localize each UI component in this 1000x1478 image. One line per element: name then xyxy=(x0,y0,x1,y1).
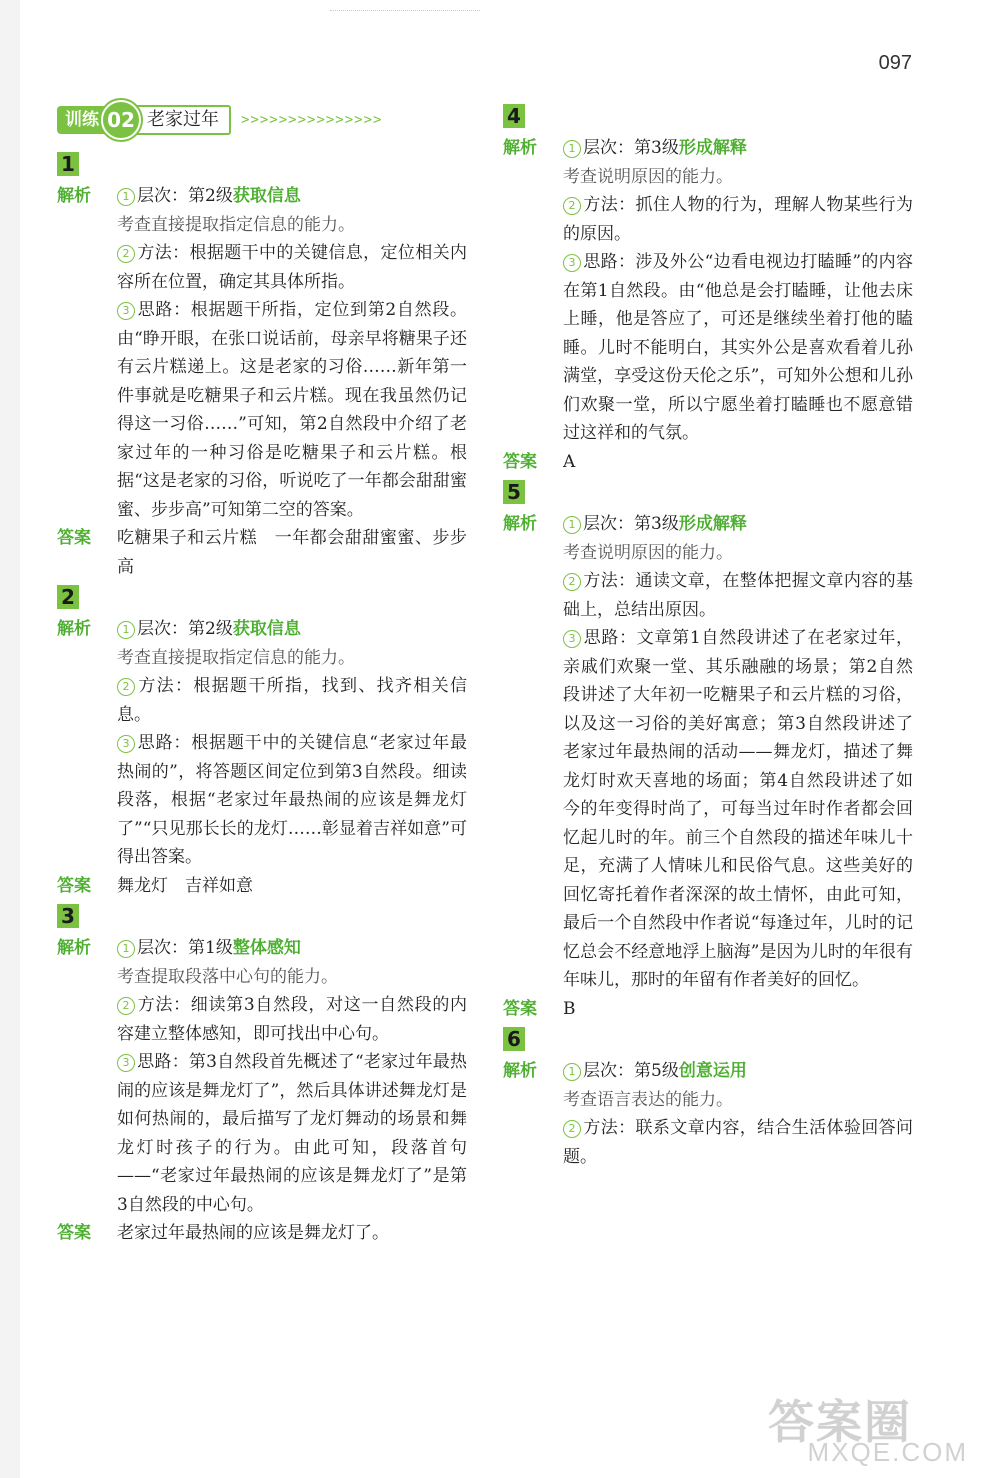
left-column xyxy=(57,100,467,1248)
thinking-line: 3 思路：第3自然段首先概述了“老家过年最热闹的应该是舞龙灯了”，然后具体讲述舞龙灯是如何热闹的，最后描写了龙灯舞动的场景和舞龙灯时孩子的行为。由此可知，段落首句——“老家过年最热闹的应该是舞龙灯了”是第3自然段的中心句。 xyxy=(117,1052,468,1215)
watermark-url: MXQE.COM xyxy=(807,1437,968,1467)
level-line: 1 层次：第1级整体感知 xyxy=(117,934,467,963)
question-number: 6 xyxy=(503,1027,525,1051)
answer-label: 答案 xyxy=(503,451,537,472)
scan-mark xyxy=(330,0,480,11)
question-number: 2 xyxy=(57,585,79,609)
circle-3-icon: 3 xyxy=(563,254,581,272)
method-line: 2 方法：抓住人物的行为，理解人物某些行为的原因。 xyxy=(563,195,914,244)
circle-2-icon: 2 xyxy=(117,678,135,696)
level-name: 形成解释 xyxy=(678,138,747,158)
question-block xyxy=(503,100,913,476)
sub-line: 考查说明原因的能力。 xyxy=(563,542,733,563)
level-name: 整体感知 xyxy=(232,938,301,958)
question-block xyxy=(503,1023,913,1171)
sub-line: 考查语言表达的能力。 xyxy=(563,1089,733,1110)
circle-1-icon: 1 xyxy=(117,940,135,958)
level-name: 获取信息 xyxy=(232,186,301,206)
right-column xyxy=(503,100,913,1171)
circle-3-icon: 3 xyxy=(563,630,581,648)
circle-1-icon: 1 xyxy=(563,516,581,534)
section-tag: 训练 xyxy=(57,106,105,134)
circle-2-icon: 2 xyxy=(563,197,581,215)
level-line: 1 层次：第2级获取信息 xyxy=(117,615,467,644)
section-number: 02 xyxy=(101,100,141,140)
method-line: 2 方法：通读文章，在整体把握文章内容的基础上，总结出原因。 xyxy=(563,571,914,620)
page-number: 097 xyxy=(878,52,912,74)
circle-1-icon: 1 xyxy=(117,188,135,206)
circle-3-icon: 3 xyxy=(117,1054,135,1072)
level-name: 创意运用 xyxy=(678,1061,747,1081)
section-title: 老家过年 xyxy=(135,105,231,135)
answer-label: 答案 xyxy=(57,875,91,896)
analysis-label: 解析 xyxy=(57,186,91,206)
question-block xyxy=(57,148,467,581)
sub-line: 考查说明原因的能力。 xyxy=(563,166,733,187)
answer-text: A xyxy=(563,451,576,472)
circle-2-icon: 2 xyxy=(117,997,135,1015)
level-line: 1 层次：第5级创意运用 xyxy=(563,1057,913,1086)
method-line: 2 方法：根据题干中的关键信息，定位相关内容所在位置，确定其具体所指。 xyxy=(117,243,468,292)
sub-line: 考查直接提取指定信息的能力。 xyxy=(117,214,355,235)
answer-text: 舞龙灯 吉祥如意 xyxy=(117,875,253,896)
analysis-label: 解析 xyxy=(503,1061,537,1081)
answer-text: 老家过年最热闹的应该是舞龙灯了。 xyxy=(117,1223,389,1243)
question-block xyxy=(57,900,467,1248)
answer-text: B xyxy=(563,998,576,1019)
method-line: 2 方法：联系文章内容，结合生活体验回答问题。 xyxy=(563,1118,914,1167)
method-line: 2 方法：细读第3自然段，对这一自然段的内容建立整体感知，即可找出中心句。 xyxy=(117,995,468,1044)
thinking-line: 3 思路：根据题干中的关键信息“老家过年最热闹的”，将答题区间定位到第3自然段。细读段落，根据“老家过年最热闹的应该是舞龙灯了”“只见那长长的龙灯……彰显着吉祥如意”可得出答案。 xyxy=(117,733,468,867)
analysis-label: 解析 xyxy=(503,514,537,534)
analysis-label: 解析 xyxy=(57,619,91,639)
level-name: 获取信息 xyxy=(232,619,301,639)
circle-2-icon: 2 xyxy=(117,245,135,263)
section-header xyxy=(57,100,467,140)
level-line: 1 层次：第3级形成解释 xyxy=(563,134,913,163)
analysis-label: 解析 xyxy=(57,938,91,958)
thinking-line: 3 思路：涉及外公“边看电视边打瞌睡”的内容在第1自然段。由“他总是会打瞌睡，让他去床上睡，他是答应了，可还是继续坐着打他的瞌睡。儿时不能明白，其实外公是喜欢看着儿孙满堂，享受这份天伦之乐”，可知外公想和儿孙们欢聚一堂，所以宁愿坐着打瞌睡也不愿意错过这祥和的气氛。 xyxy=(563,252,914,443)
question-number: 1 xyxy=(57,152,79,176)
circle-2-icon: 2 xyxy=(563,573,581,591)
circle-2-icon: 2 xyxy=(563,1120,581,1138)
answer-label: 答案 xyxy=(57,528,91,548)
sub-line: 考查直接提取指定信息的能力。 xyxy=(117,647,355,668)
arrows-decoration: >>>>>>>>>>>>>>> xyxy=(241,112,383,128)
sub-line: 考查提取段落中心句的能力。 xyxy=(117,966,338,987)
circle-1-icon: 1 xyxy=(117,621,135,639)
question-block xyxy=(503,476,913,1023)
question-block xyxy=(57,581,467,900)
level-line: 1 层次：第3级形成解释 xyxy=(563,510,913,539)
question-number: 5 xyxy=(503,480,525,504)
answer-label: 答案 xyxy=(503,998,537,1019)
thinking-line: 3 思路：文章第1自然段讲述了在老家过年，亲戚们欢聚一堂、其乐融融的场景；第2自然段讲述了大年初一吃糖果子和云片糕的习俗，以及这一习俗的美好寓意；第3自然段讲述了老家过年最热闹的活动——舞龙灯，描述了舞龙灯时欢天喜地的场面；第4自然段讲述了如今的年变得时尚了，可每当过年时作者都会回忆起儿时的年。前三个自然段的描述年味儿十足，充满了人情味儿和民俗气息。这些美好的回忆寄托着作者深深的故土情怀，由此可知，最后一个自然段中作者说“每逢过年，儿时的记忆总会不经意地浮上脑海”是因为儿时的年很有年味儿，那时的年留有作者美好的回忆。 xyxy=(563,628,914,990)
analysis-label: 解析 xyxy=(503,138,537,158)
level-name: 形成解释 xyxy=(678,514,747,534)
page-edge xyxy=(0,0,20,1478)
circle-1-icon: 1 xyxy=(563,140,581,158)
watermark-text: 答案圈 xyxy=(768,1395,912,1449)
answer-text: 吃糖果子和云片糕 一年都会甜甜蜜蜜、步步高 xyxy=(117,528,467,577)
circle-3-icon: 3 xyxy=(117,735,135,753)
circle-1-icon: 1 xyxy=(563,1063,581,1081)
answer-label: 答案 xyxy=(57,1223,91,1243)
watermark xyxy=(768,1386,978,1468)
level-line: 1 层次：第2级获取信息 xyxy=(117,182,467,211)
circle-3-icon: 3 xyxy=(117,302,135,320)
question-number: 4 xyxy=(503,104,525,128)
question-number: 3 xyxy=(57,904,79,928)
thinking-line: 3 思路：根据题干所指，定位到第2自然段。由“睁开眼，在张口说话前，母亲早将糖果子还有云片糕递上。这是老家的习俗……新年第一件事就是吃糖果子和云片糕。现在我虽然仍记得这一习俗……”可知，第2自然段中介绍了老家过年的一种习俗是吃糖果子和云片糕。根据“这是老家的习俗，听说吃了一年都会甜甜蜜蜜、步步高”可知第二空的答案。 xyxy=(117,300,468,520)
method-line: 2 方法：根据题干所指，找到、找齐相关信息。 xyxy=(117,676,468,725)
